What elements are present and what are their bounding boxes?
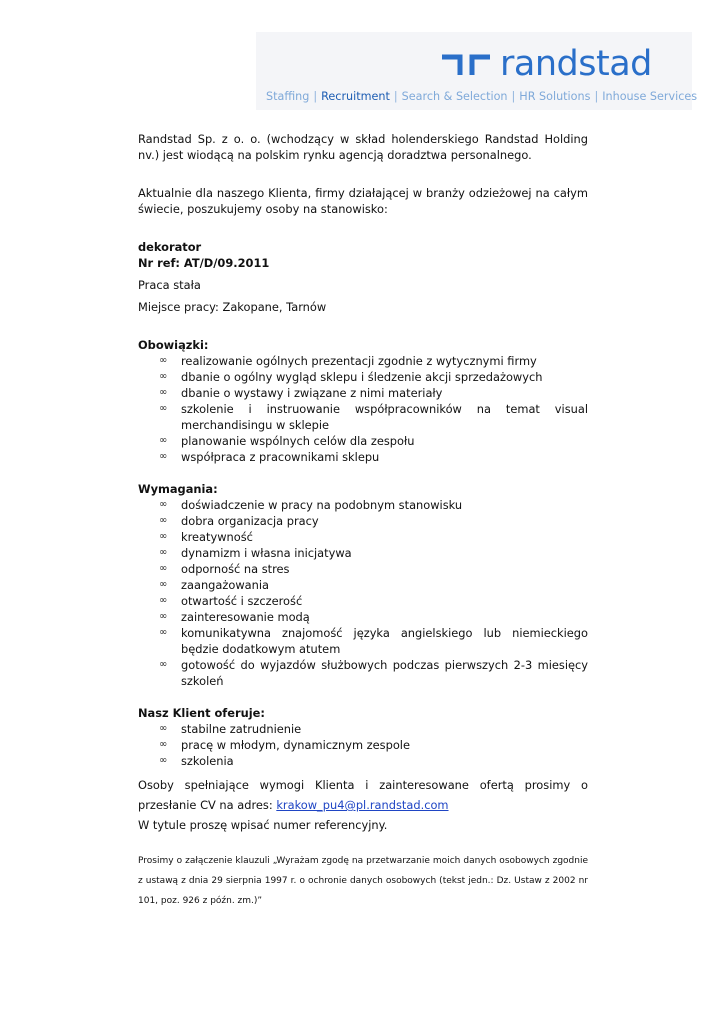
list-item: ∞ gotowość do wyjazdów służbowych podczas pierwszych 2-3 miesięcy szkoleń [159, 658, 588, 688]
list-item: ∞ szkolenia [159, 754, 234, 768]
list-item: ∞ dynamizm i własna inicjatywa [159, 546, 352, 560]
offer-list [138, 721, 588, 769]
list-item: ∞ dobra organizacja pracy [159, 514, 319, 528]
list-item: ∞ współpraca z pracownikami sklepu [159, 450, 380, 464]
randstad-header-banner [256, 32, 698, 110]
services-tagline [266, 90, 697, 103]
list-item: ∞ szkolenie i instruowanie współpracowników na temat visual merchandisingu w sklepie [159, 402, 588, 432]
requirements-heading: Wymagania: [138, 482, 218, 496]
infinity-bullet-icon: ∞ [159, 723, 168, 734]
application-email-link[interactable]: krakow_pu4@pl.randstad.com [276, 798, 449, 812]
infinity-bullet-icon: ∞ [159, 755, 168, 766]
infinity-bullet-icon: ∞ [159, 515, 168, 526]
list-item: ∞ zaangażowania [159, 578, 269, 592]
service-inhouse: Inhouse Services [602, 90, 698, 103]
infinity-bullet-icon: ∞ [159, 579, 168, 590]
duties-list [138, 353, 588, 465]
job-location: Miejsce pracy: Zakopane, Tarnów [138, 300, 327, 314]
service-separator: | [313, 90, 318, 103]
randstad-logo [440, 44, 652, 84]
job-offer-body [138, 131, 588, 911]
infinity-bullet-icon: ∞ [159, 451, 168, 462]
list-item: ∞ dbanie o ogólny wygląd sklepu i śledzenie akcji sprzedażowych [159, 370, 543, 384]
list-item: ∞ otwartość i szczerość [159, 594, 303, 608]
client-intro: Aktualnie dla naszego Klienta, firmy działającej w branży odzieżowej na całym świecie, poszukujemy osoby na stanowisko: [138, 186, 588, 216]
application-note: W tytule proszę wpisać numer referencyjny. [138, 818, 388, 832]
randstad-wordmark: randstad [500, 44, 652, 84]
service-separator: | [511, 90, 516, 103]
randstad-logo-mark-icon [440, 51, 492, 77]
service-recruitment: Recruitment [321, 90, 390, 103]
infinity-bullet-icon: ∞ [159, 739, 168, 750]
infinity-bullet-icon: ∞ [159, 547, 168, 558]
list-item: ∞ odporność na stres [159, 562, 290, 576]
infinity-bullet-icon: ∞ [159, 627, 168, 638]
infinity-bullet-icon: ∞ [159, 371, 168, 382]
list-item: ∞ planowanie wspólnych celów dla zespołu [159, 434, 415, 448]
list-item: ∞ doświadczenie w pracy na podobnym stanowisku [159, 498, 463, 512]
infinity-bullet-icon: ∞ [159, 499, 168, 510]
list-item: ∞ realizowanie ogólnych prezentacji zgodnie z wytycznymi firmy [159, 354, 537, 368]
list-item: ∞ kreatywność [159, 530, 253, 544]
infinity-bullet-icon: ∞ [159, 403, 168, 414]
service-separator: | [393, 90, 398, 103]
application-instructions: Osoby spełniające wymogi Klienta i zainteresowane ofertą prosimy o przesłanie CV na adres: krakow_pu4@pl.randstad.com [138, 778, 588, 812]
requirements-list [138, 497, 588, 689]
infinity-bullet-icon: ∞ [159, 595, 168, 606]
infinity-bullet-icon: ∞ [159, 435, 168, 446]
data-consent-clause: Prosimy o załączenie klauzuli „Wyrażam zgodę na przetwarzanie moich danych osobowych zgodnie z ustawą z dnia 29 sierpnia 1997 r. o ochronie danych osobowych (tekst jedn.: Dz. Ustaw z 2002 nr 101, poz. 926 z późn. zm.)” [138, 856, 588, 906]
list-item: ∞ pracę w młodym, dynamicznym zespole [159, 738, 410, 752]
company-intro: Randstad Sp. z o. o. (wchodzący w skład holenderskiego Randstad Holding nv.) jest wiodącą na polskim rynku agencją doradztwa personalnego. [138, 132, 588, 162]
infinity-bullet-icon: ∞ [159, 531, 168, 542]
list-item: ∞ komunikatywna znajomość języka angielskiego lub niemieckiego będzie dodatkowym atutem [159, 626, 588, 656]
duties-heading: Obowiązki: [138, 338, 209, 352]
infinity-bullet-icon: ∞ [159, 611, 168, 622]
list-item: ∞ stabilne zatrudnienie [159, 722, 302, 736]
offer-heading: Nasz Klient oferuje: [138, 706, 265, 720]
list-item: ∞ zainteresowanie modą [159, 610, 310, 624]
infinity-bullet-icon: ∞ [159, 659, 168, 670]
job-type: Praca stała [138, 278, 201, 292]
job-title: dekorator [138, 240, 202, 254]
service-staffing: Staffing [266, 90, 310, 103]
service-hr-solutions: HR Solutions [519, 90, 591, 103]
list-item: ∞ dbanie o wystawy i związane z nimi materiały [159, 386, 443, 400]
infinity-bullet-icon: ∞ [159, 387, 168, 398]
service-search-selection: Search & Selection [401, 90, 508, 103]
infinity-bullet-icon: ∞ [159, 563, 168, 574]
infinity-bullet-icon: ∞ [159, 355, 168, 366]
service-separator: | [594, 90, 599, 103]
job-reference: Nr ref: AT/D/09.2011 [138, 256, 270, 270]
